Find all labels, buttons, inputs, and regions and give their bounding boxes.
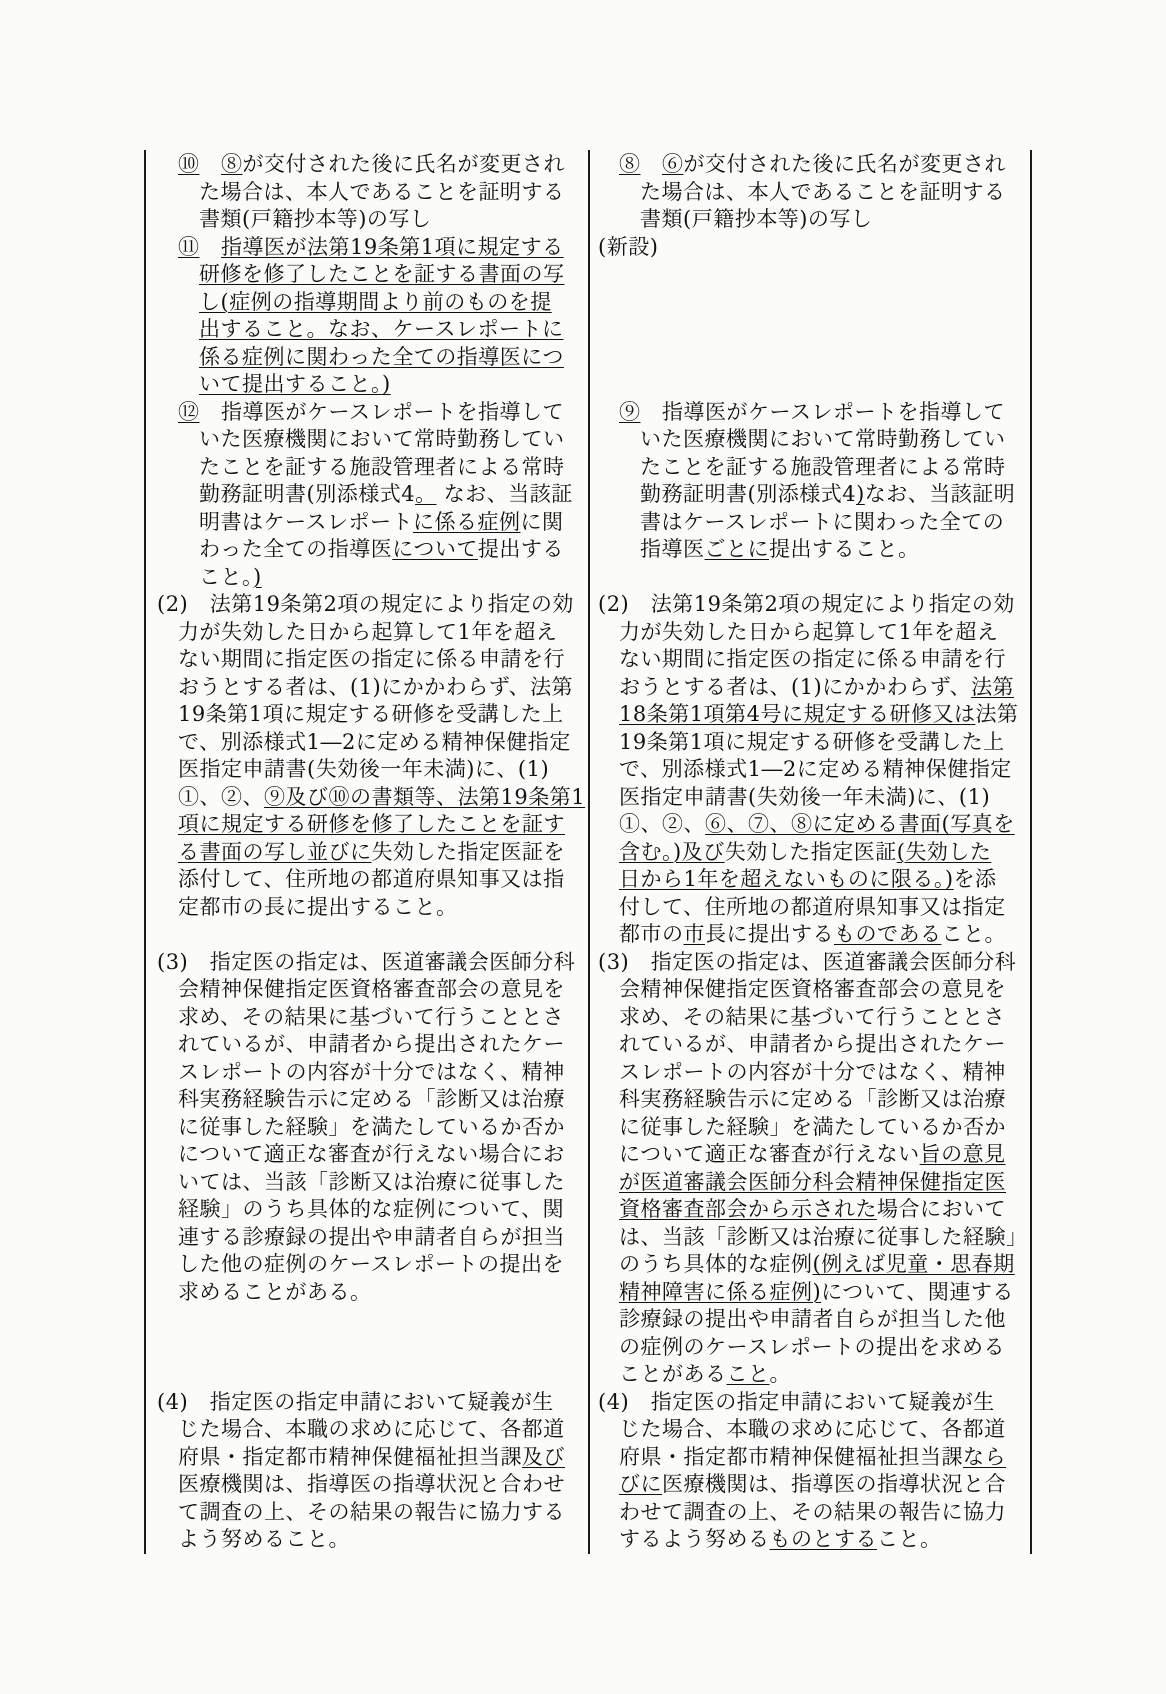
text-segment: で、別添様式1―2に定める精神保健指定 <box>178 729 571 754</box>
text-segment: 提出すること。 <box>769 537 920 561</box>
text-segment <box>200 152 222 176</box>
text-line <box>157 564 585 592</box>
inserted-text-segment: 法第 <box>971 674 1015 699</box>
text-line <box>598 619 1026 647</box>
text-segment: ない期間に指定医の指定に係る申請を行 <box>619 647 1006 671</box>
text-segment: 会精神保健指定医資格審査部会の意見を <box>619 977 1006 1001</box>
inserted-text-segment: 指導医が法第19条第1項に規定する <box>221 234 564 259</box>
text-segment: 医療機関は、指導医の指導状況と合わせ <box>178 1472 565 1496</box>
text-segment: 府県・指定都市精神保健福祉担当課 <box>619 1444 963 1469</box>
text-segment: れているが、申請者から提出されたケー <box>619 1032 1006 1056</box>
text-segment: たことを証する施設管理者による常時 <box>640 454 1006 479</box>
text-line <box>157 1389 585 1417</box>
text-line <box>598 591 1026 619</box>
text-segment: 会精神保健指定医資格審査部会の意見を <box>178 977 565 1001</box>
blank-line <box>157 1361 585 1389</box>
text-segment: ①、②、 <box>178 784 264 809</box>
text-segment: スレポートの内容が十分ではなく、精神 <box>178 1059 565 1084</box>
text-segment: (3) 指定医の指定は、医道審議会医師分科 <box>598 949 1017 974</box>
text-line <box>157 426 585 454</box>
text-line <box>157 1251 585 1279</box>
inserted-text-segment: ごとに <box>704 537 769 561</box>
table-border-right <box>1030 150 1032 1554</box>
inserted-text-segment: 日から1年を超えないものに限る。) <box>619 867 954 891</box>
text-line <box>598 1306 1026 1334</box>
text-segment: わせて調査の上、その結果の報告に協力 <box>619 1499 1006 1524</box>
text-segment <box>200 235 222 259</box>
inserted-text-segment: 旨の意見 <box>919 1142 1006 1166</box>
text-line <box>598 426 1026 454</box>
text-line <box>157 729 585 757</box>
text-segment: ①、②、 <box>619 812 705 836</box>
text-segment: 付して、住所地の都道府県知事又は指定 <box>619 894 1006 919</box>
inserted-text-segment: (失効した <box>896 839 992 864</box>
text-segment: は、当該「診断又は治療に従事した経験」 <box>619 1224 1028 1249</box>
previous-text-column <box>598 151 1026 1554</box>
text-line <box>598 536 1026 564</box>
text-line <box>157 454 585 482</box>
text-line <box>598 674 1026 702</box>
text-line <box>157 1086 585 1114</box>
text-line <box>157 1141 585 1169</box>
text-line <box>157 1114 585 1142</box>
text-line <box>157 701 585 729</box>
text-line <box>157 811 585 839</box>
text-segment: 定都市の長に提出すること。 <box>178 894 458 919</box>
text-segment: よう努めること。 <box>178 1527 350 1551</box>
text-line <box>157 1004 585 1032</box>
inserted-text-segment: ) <box>253 564 262 589</box>
text-line <box>157 866 585 894</box>
inserted-text-segment: ⑧ <box>619 152 641 176</box>
text-line <box>157 289 585 317</box>
inserted-text-segment: ⑫ <box>178 399 200 424</box>
text-segment: 求めることがある。 <box>178 1279 372 1304</box>
revised-text-column <box>157 151 585 1554</box>
text-segment: (2) 法第19条第2項の規定により指定の効 <box>598 592 1015 616</box>
text-line <box>157 344 585 372</box>
text-line <box>157 536 585 564</box>
text-line <box>157 1031 585 1059</box>
text-line <box>598 1361 1026 1389</box>
text-line <box>157 976 585 1004</box>
text-line <box>598 234 1026 262</box>
text-segment: 添付して、住所地の都道府県知事又は指 <box>178 867 565 891</box>
text-segment <box>641 152 663 176</box>
text-segment: て調査の上、その結果の報告に協力する <box>178 1499 565 1524</box>
text-line <box>598 1251 1026 1279</box>
text-line <box>598 1389 1026 1417</box>
text-line <box>598 1334 1026 1362</box>
text-line <box>598 729 1026 757</box>
inserted-text-segment: 。 <box>415 482 437 506</box>
text-segment: なお、当該証明 <box>864 482 1016 506</box>
inserted-text-segment: ⑪ <box>178 234 200 259</box>
text-line <box>157 784 585 812</box>
text-segment: (3) 指定医の指定は、医道審議会医師分科 <box>157 949 576 974</box>
text-segment: した他の症例のケースレポートの提出を <box>178 1252 564 1276</box>
text-line <box>157 1196 585 1224</box>
text-line <box>157 756 585 784</box>
text-line <box>598 976 1026 1004</box>
inserted-text-segment: いて提出すること。) <box>199 372 391 396</box>
inserted-text-segment: に係る症例 <box>412 509 521 534</box>
text-segment: 失効した指定医証を <box>371 839 565 864</box>
inserted-text-segment: 18条第1項第4号に規定する研修又は <box>619 702 976 726</box>
text-line <box>598 206 1026 234</box>
inserted-text-segment: なら <box>963 1444 1006 1469</box>
text-segment: 求め、その結果に基づいて行うこととさ <box>619 1004 1006 1029</box>
blank-line <box>598 261 1026 289</box>
inserted-text-segment: ⑥、⑦、⑧に定める書面(写真を <box>705 812 1015 836</box>
text-line <box>598 1086 1026 1114</box>
text-segment: を添 <box>953 867 997 891</box>
text-segment: いた医療機関において常時勤務してい <box>199 427 565 451</box>
text-line <box>598 756 1026 784</box>
text-line <box>157 234 585 262</box>
text-line <box>157 509 585 537</box>
text-line <box>598 454 1026 482</box>
text-line <box>598 1004 1026 1032</box>
text-segment: たことを証する施設管理者による常時 <box>199 454 565 479</box>
text-segment: 書類(戸籍抄本等)の写し <box>640 207 873 231</box>
inserted-text-segment: ⑧ <box>221 152 243 176</box>
text-segment: に関 <box>520 509 564 534</box>
text-segment: スレポートの内容が十分ではなく、精神 <box>619 1059 1006 1084</box>
text-segment: (4) 指定医の指定申請において疑義が生 <box>598 1389 995 1414</box>
text-segment: 力が失効した日から起算して1年を超え <box>619 619 999 644</box>
inserted-text-segment: し(症例の指導期間より前のものを提 <box>199 289 552 314</box>
text-line <box>598 784 1026 812</box>
text-line <box>157 1526 585 1554</box>
text-segment: (2) 法第19条第2項の規定により指定の効 <box>157 592 574 616</box>
inserted-text-segment: が医道審議会医師分科会精神保健指定医 <box>619 1169 1006 1194</box>
inserted-text-segment: ) <box>856 482 865 506</box>
text-segment: 科実務経験告示に定める「診断又は治療 <box>619 1087 1006 1111</box>
text-segment: 失効した指定医証 <box>724 839 897 864</box>
text-segment: 明書はケースレポート <box>199 509 413 534</box>
text-segment: について、関連する <box>821 1279 1014 1304</box>
text-line <box>157 206 585 234</box>
blank-line <box>157 1334 585 1362</box>
inserted-text-segment: について <box>392 537 478 561</box>
text-segment: 勤務証明書(別添様式4 <box>199 482 416 506</box>
inserted-text-segment: こと <box>726 1362 770 1386</box>
text-line <box>157 151 585 179</box>
blank-line <box>598 371 1026 399</box>
text-segment: するよう努める <box>619 1527 770 1551</box>
text-segment: 求め、その結果に基づいて行うこととさ <box>178 1004 565 1029</box>
text-segment: おうとする者は、(1)にかかわらず、 <box>619 674 972 699</box>
text-segment: こと。 <box>941 922 1006 946</box>
text-segment: れているが、申請者から提出されたケー <box>178 1032 565 1056</box>
text-segment: こと。 <box>877 1527 942 1551</box>
text-segment: の症例のケースレポートの提出を求める <box>619 1334 1005 1359</box>
text-segment: なお、当該証 <box>436 482 573 506</box>
text-line <box>157 179 585 207</box>
text-segment: 連する診療録の提出や申請者自らが担当 <box>178 1224 565 1249</box>
inserted-text-segment: ⑥ <box>662 152 684 176</box>
text-segment: が交付された後に氏名が変更され <box>683 152 1006 176</box>
blank-line <box>598 289 1026 317</box>
inserted-text-segment: びに <box>619 1472 662 1496</box>
text-line <box>598 1416 1026 1444</box>
inserted-text-segment: ⑨ <box>619 399 641 424</box>
text-segment: 19条第1項に規定する研修を受講した上 <box>178 702 564 726</box>
text-line <box>157 316 585 344</box>
text-segment: 。 <box>769 1362 791 1386</box>
text-line <box>598 811 1026 839</box>
inserted-text-segment: 項に規定する研修を修了したことを証す <box>178 812 565 836</box>
text-line <box>598 921 1026 949</box>
text-line <box>598 179 1026 207</box>
text-line <box>157 1416 585 1444</box>
blank-line <box>157 921 585 949</box>
text-segment: 書類(戸籍抄本等)の写し <box>199 207 432 231</box>
inserted-text-segment: (例えば児童・思春期 <box>812 1252 1015 1276</box>
text-segment: 法第 <box>975 702 1019 726</box>
text-segment: 医指定申請書(失効後一年未満)に、(1) <box>619 784 991 809</box>
text-segment: 医療機関は、指導医の指導状況と合 <box>662 1472 1006 1496</box>
text-segment: いては、当該「診断又は治療に従事した <box>178 1169 565 1194</box>
inserted-text-segment: 精神障害に係る症例) <box>619 1279 822 1304</box>
text-line <box>598 1279 1026 1307</box>
text-segment: 医指定申請書(失効後一年未満)に、(1) <box>178 757 550 781</box>
text-segment: 勤務証明書(別添様式4 <box>640 482 857 506</box>
text-segment: について適正な審査が行えない <box>619 1142 920 1166</box>
text-segment: 府県・指定都市精神保健福祉担当課 <box>178 1444 522 1469</box>
inserted-text-segment: 研修を修了したことを証する書面の写 <box>199 262 565 286</box>
text-segment: ない期間に指定医の指定に係る申請を行 <box>178 647 565 671</box>
text-line <box>598 1526 1026 1554</box>
inserted-text-segment: 及び <box>522 1444 565 1469</box>
text-line <box>598 839 1026 867</box>
text-line <box>157 1169 585 1197</box>
text-line <box>157 1059 585 1087</box>
text-line <box>598 1444 1026 1472</box>
text-line <box>157 591 585 619</box>
text-line <box>598 1059 1026 1087</box>
text-segment: 書はケースレポートに関わった全ての <box>640 509 1005 534</box>
inserted-text-segment: 出すること。なお、ケースレポートに <box>199 317 564 341</box>
text-line <box>598 399 1026 427</box>
text-line <box>157 949 585 977</box>
inserted-text-segment: ものとする <box>769 1527 877 1551</box>
inserted-text-segment: ものである <box>834 922 942 946</box>
inserted-text-segment: 含む。)及び <box>619 839 725 864</box>
text-line <box>598 151 1026 179</box>
text-segment: た場合は、本人であることを証明する <box>640 179 1006 204</box>
text-segment: が交付された後に氏名が変更され <box>242 152 565 176</box>
text-segment: のうち具体的な症例 <box>619 1252 813 1276</box>
text-line <box>598 1224 1026 1252</box>
text-line <box>598 646 1026 674</box>
blank-line <box>598 344 1026 372</box>
text-line <box>598 1169 1026 1197</box>
text-line <box>598 481 1026 509</box>
text-segment: 指導医がケースレポートを指導して <box>640 399 1005 424</box>
text-segment: じた場合、本職の求めに応じて、各都道 <box>178 1417 565 1441</box>
blank-line <box>598 564 1026 592</box>
text-line <box>598 1471 1026 1499</box>
text-line <box>157 1444 585 1472</box>
text-line <box>598 866 1026 894</box>
text-segment: (4) 指定医の指定申請において疑義が生 <box>157 1389 554 1414</box>
blank-line <box>598 316 1026 344</box>
text-segment: おうとする者は、(1)にかかわらず、法第 <box>178 674 574 699</box>
text-line <box>157 261 585 289</box>
text-line <box>598 1196 1026 1224</box>
text-segment: 都市の <box>619 922 684 946</box>
text-segment: ことがある <box>619 1362 727 1386</box>
text-segment: じた場合、本職の求めに応じて、各都道 <box>619 1417 1006 1441</box>
text-segment: に従事した経験」を満たしているか否か <box>178 1114 565 1139</box>
text-segment: 力が失効した日から起算して1年を超え <box>178 619 558 644</box>
inserted-text-segment: 係る症例に関わった全ての指導医につ <box>199 344 564 369</box>
text-line <box>157 646 585 674</box>
text-segment: こと。 <box>199 564 253 589</box>
table-border-left <box>144 150 146 1554</box>
text-line <box>157 839 585 867</box>
text-line <box>598 1141 1026 1169</box>
text-segment: わった全ての指導医 <box>199 537 393 561</box>
text-line <box>157 399 585 427</box>
text-line <box>157 371 585 399</box>
text-segment: 指導医がケースレポートを指導して <box>199 399 564 424</box>
text-segment: いた医療機関において常時勤務してい <box>640 427 1006 451</box>
text-segment: 指導医 <box>640 537 705 561</box>
text-segment: 診療録の提出や申請者自らが担当した他 <box>619 1307 1006 1331</box>
text-segment: 経験」のうち具体的な症例について、関 <box>178 1197 565 1221</box>
text-line <box>598 894 1026 922</box>
text-segment: 場合において <box>877 1197 1006 1221</box>
text-line <box>157 1471 585 1499</box>
blank-line <box>157 1306 585 1334</box>
inserted-text-segment: 市 <box>683 922 705 946</box>
text-line <box>157 674 585 702</box>
text-line <box>157 1279 585 1307</box>
inserted-text-segment: ⑨及び⑩の書類等、法第19条第1 <box>264 784 586 809</box>
inserted-text-segment: ⑩ <box>178 152 200 176</box>
inserted-text-segment: る書面の写し並びに <box>178 839 372 864</box>
text-segment: 提出する <box>477 537 564 561</box>
text-line <box>598 509 1026 537</box>
text-line <box>157 1224 585 1252</box>
text-line <box>157 1499 585 1527</box>
text-segment: について適正な審査が行えない場合にお <box>178 1142 565 1166</box>
text-segment: (新設) <box>598 234 659 259</box>
text-segment: に従事した経験」を満たしているか否か <box>619 1114 1006 1139</box>
text-line <box>598 949 1026 977</box>
text-segment: た場合は、本人であることを証明する <box>199 179 565 204</box>
text-line <box>598 701 1026 729</box>
text-segment: 科実務経験告示に定める「診断又は治療 <box>178 1087 565 1111</box>
text-segment: 長に提出する <box>705 922 834 946</box>
text-line <box>157 619 585 647</box>
text-line <box>157 481 585 509</box>
text-line <box>598 1031 1026 1059</box>
text-line <box>598 1114 1026 1142</box>
text-segment: で、別添様式1―2に定める精神保健指定 <box>619 757 1012 781</box>
text-segment: 19条第1項に規定する研修を受講した上 <box>619 729 1005 754</box>
table-column-divider <box>588 150 590 1554</box>
text-line <box>598 1499 1026 1527</box>
text-line <box>157 894 585 922</box>
inserted-text-segment: 資格審査部会から示された <box>619 1197 877 1221</box>
